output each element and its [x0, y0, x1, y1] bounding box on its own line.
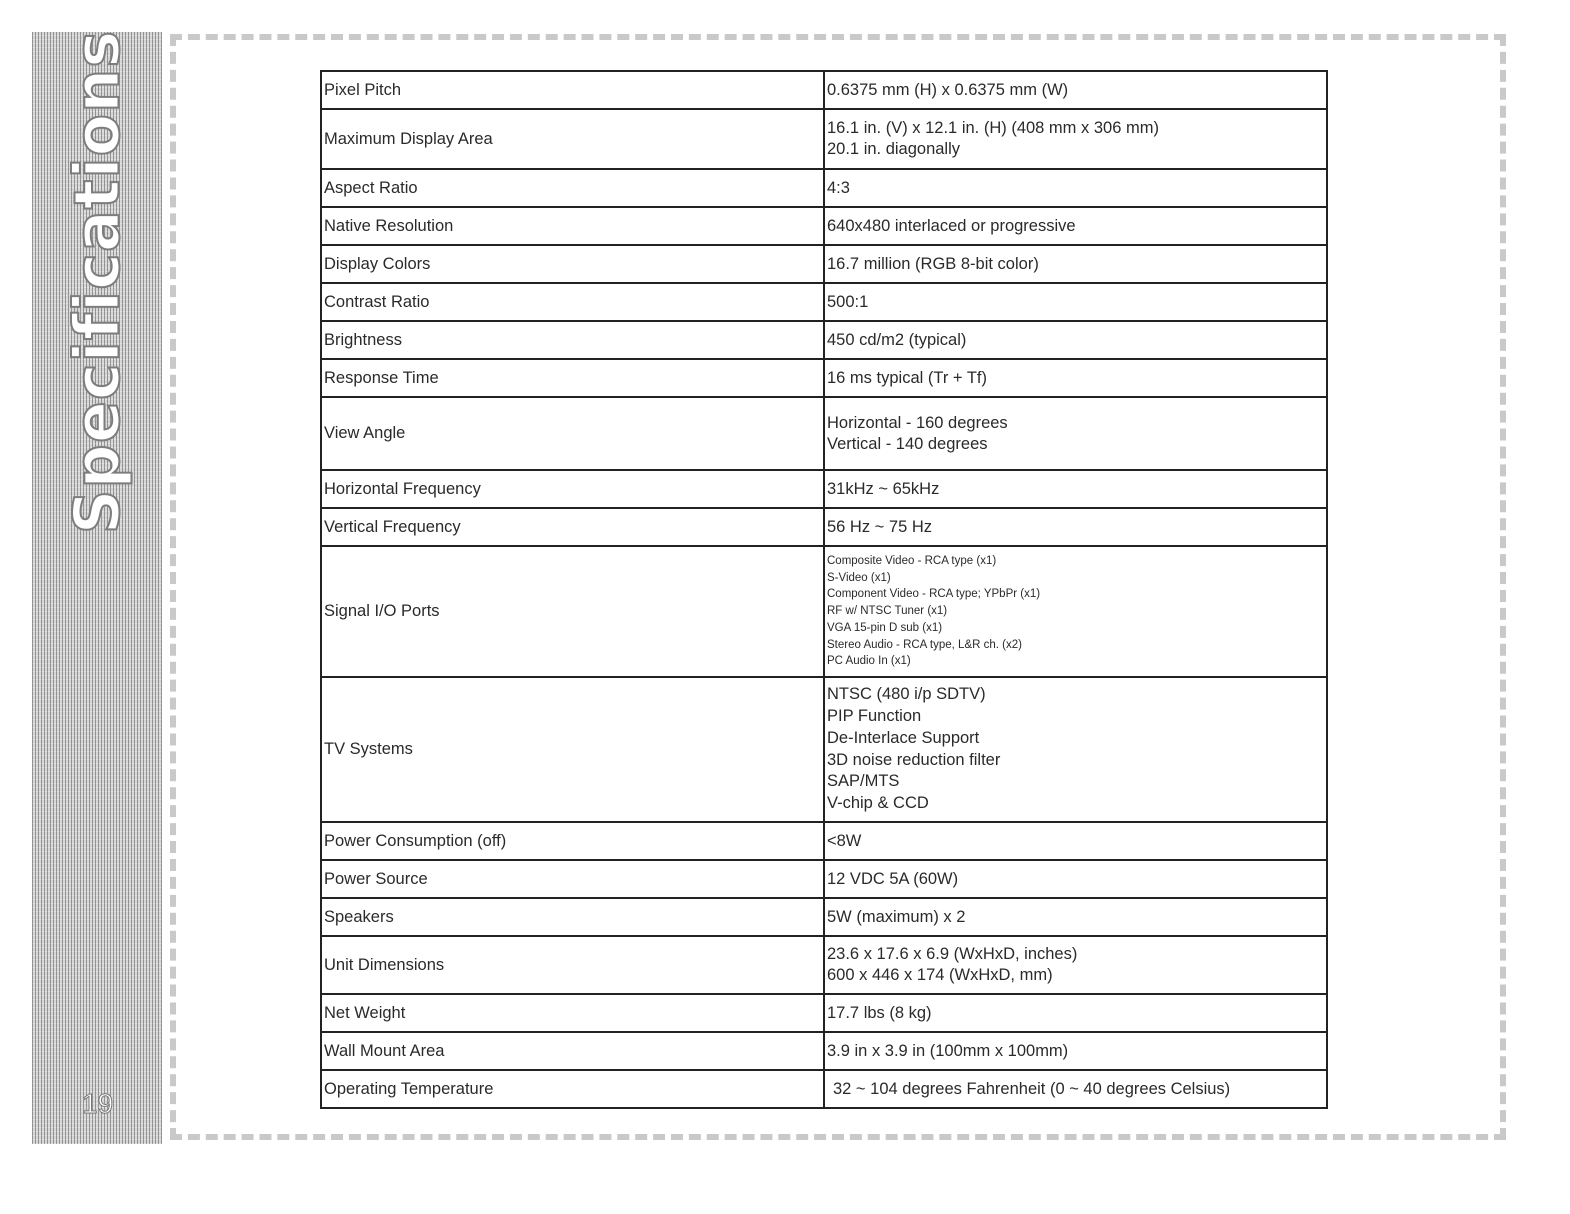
table-row: [321, 822, 1327, 860]
table-row: [321, 321, 1327, 359]
spec-value-line: 3D noise reduction filter: [827, 750, 1001, 769]
spec-value-line: V-chip & CCD: [827, 794, 929, 813]
spec-label: Vertical Frequency: [321, 508, 824, 546]
spec-label: Brightness: [321, 321, 824, 359]
spec-value-line: 20.1 in. diagonally: [827, 140, 961, 158]
spec-value: [824, 245, 1327, 283]
spec-value: [824, 283, 1327, 321]
spec-value-line: NTSC (480 i/p SDTV): [827, 685, 986, 704]
spec-value-line: 17.7 lbs (8 kg): [827, 1003, 932, 1022]
spec-value: [824, 898, 1327, 936]
table-row: [321, 109, 1327, 169]
table-row: [321, 169, 1327, 207]
spec-value: [824, 677, 1327, 822]
spec-label: Wall Mount Area: [321, 1032, 824, 1070]
table-row: [321, 677, 1327, 822]
spec-value-line: S-Video (x1): [827, 571, 891, 584]
spec-value-line: SAP/MTS: [827, 772, 900, 791]
spec-label: Display Colors: [321, 245, 824, 283]
table-row: [321, 1070, 1327, 1108]
spec-value: [824, 470, 1327, 508]
spec-label: Operating Temperature: [321, 1070, 824, 1108]
spec-value: [824, 1032, 1327, 1070]
spec-value-line: VGA 15-pin D sub (x1): [827, 621, 943, 634]
spec-value-line: 4:3: [827, 178, 850, 197]
spec-value: [824, 397, 1327, 470]
table-row: [321, 994, 1327, 1032]
spec-label: Maximum Display Area: [321, 109, 824, 169]
spec-value-line: Component Video - RCA type; YPbPr (x1): [827, 588, 1041, 601]
spec-label: View Angle: [321, 397, 824, 470]
spec-label: Unit Dimensions: [321, 936, 824, 994]
spec-value-line: 500:1: [827, 292, 869, 311]
table-row: [321, 283, 1327, 321]
table-row: [321, 546, 1327, 677]
spec-label: Pixel Pitch: [321, 71, 824, 109]
table-row: [321, 508, 1327, 546]
table-row: [321, 71, 1327, 109]
specifications-table: [320, 70, 1328, 1109]
table-row: [321, 207, 1327, 245]
spec-value: [824, 169, 1327, 207]
spec-value: [824, 359, 1327, 397]
spec-value: [824, 207, 1327, 245]
table-row: [321, 860, 1327, 898]
spec-value: [824, 71, 1327, 109]
spec-value-line: Horizontal - 160 degrees: [827, 413, 1008, 432]
spec-value-line: Stereo Audio - RCA type, L&R ch. (x2): [827, 638, 1022, 651]
spec-label: Speakers: [321, 898, 824, 936]
spec-value-line: 640x480 interlaced or progressive: [827, 216, 1076, 235]
table-row: [321, 1032, 1327, 1070]
spec-value: [824, 1070, 1327, 1108]
spec-value-line: 16 ms typical (Tr + Tf): [827, 368, 987, 387]
spec-label: Aspect Ratio: [321, 169, 824, 207]
side-title-wrap: [32, 29, 162, 632]
spec-value-line: 12 VDC 5A (60W): [827, 869, 959, 888]
spec-value: [824, 546, 1327, 677]
spec-label: TV Systems: [321, 677, 824, 822]
spec-value-line: 32 ~ 104 degrees Fahrenheit (0 ~ 40 degrees Celsius): [833, 1079, 1231, 1098]
table-row: [321, 359, 1327, 397]
spec-value-line: 600 x 446 x 174 (WxHxD, mm): [827, 966, 1053, 984]
spec-label: Net Weight: [321, 994, 824, 1032]
spec-value-line: De-Interlace Support: [827, 728, 980, 747]
spec-value: [824, 994, 1327, 1032]
spec-value: [824, 321, 1327, 359]
spec-label: Horizontal Frequency: [321, 470, 824, 508]
page-number: 19: [82, 1088, 114, 1119]
spec-value-line: 16.7 million (RGB 8-bit color): [827, 254, 1039, 273]
spec-value-line: 3.9 in x 3.9 in (100mm x 100mm): [827, 1041, 1069, 1060]
spec-value-line: PC Audio In (x1): [827, 655, 911, 668]
spec-value-line: 450 cd/m2 (typical): [827, 330, 967, 349]
table-row: [321, 245, 1327, 283]
section-title: Specifications: [60, 29, 134, 535]
spec-value-line: Vertical - 140 degrees: [827, 434, 988, 453]
spec-label: Response Time: [321, 359, 824, 397]
table-row: [321, 936, 1327, 994]
spec-value-line: 23.6 x 17.6 x 6.9 (WxHxD, inches): [827, 945, 1078, 963]
table-row: [321, 898, 1327, 936]
spec-label: Contrast Ratio: [321, 283, 824, 321]
spec-value-line: 16.1 in. (V) x 12.1 in. (H) (408 mm x 306 mm): [827, 119, 1159, 137]
spec-value: [824, 822, 1327, 860]
spec-label: Native Resolution: [321, 207, 824, 245]
spec-value-line: RF w/ NTSC Tuner (x1): [827, 605, 948, 618]
spec-label: Power Source: [321, 860, 824, 898]
spec-value-line: 31kHz ~ 65kHz: [827, 479, 940, 498]
spec-value-line: Composite Video - RCA type (x1): [827, 555, 997, 568]
table-row: [321, 397, 1327, 470]
spec-value-line: PIP Function: [827, 706, 922, 725]
spec-value: [824, 860, 1327, 898]
spec-label: Power Consumption (off): [321, 822, 824, 860]
spec-value-line: 56 Hz ~ 75 Hz: [827, 517, 933, 536]
spec-value: [824, 109, 1327, 169]
spec-value: [824, 936, 1327, 994]
spec-value: [824, 508, 1327, 546]
spec-value-line: <8W: [827, 831, 862, 850]
table-row: [321, 470, 1327, 508]
spec-label: Signal I/O Ports: [321, 546, 824, 677]
spec-value-line: 0.6375 mm (H) x 0.6375 mm (W): [827, 80, 1069, 99]
spec-value-line: 5W (maximum) x 2: [827, 907, 966, 926]
